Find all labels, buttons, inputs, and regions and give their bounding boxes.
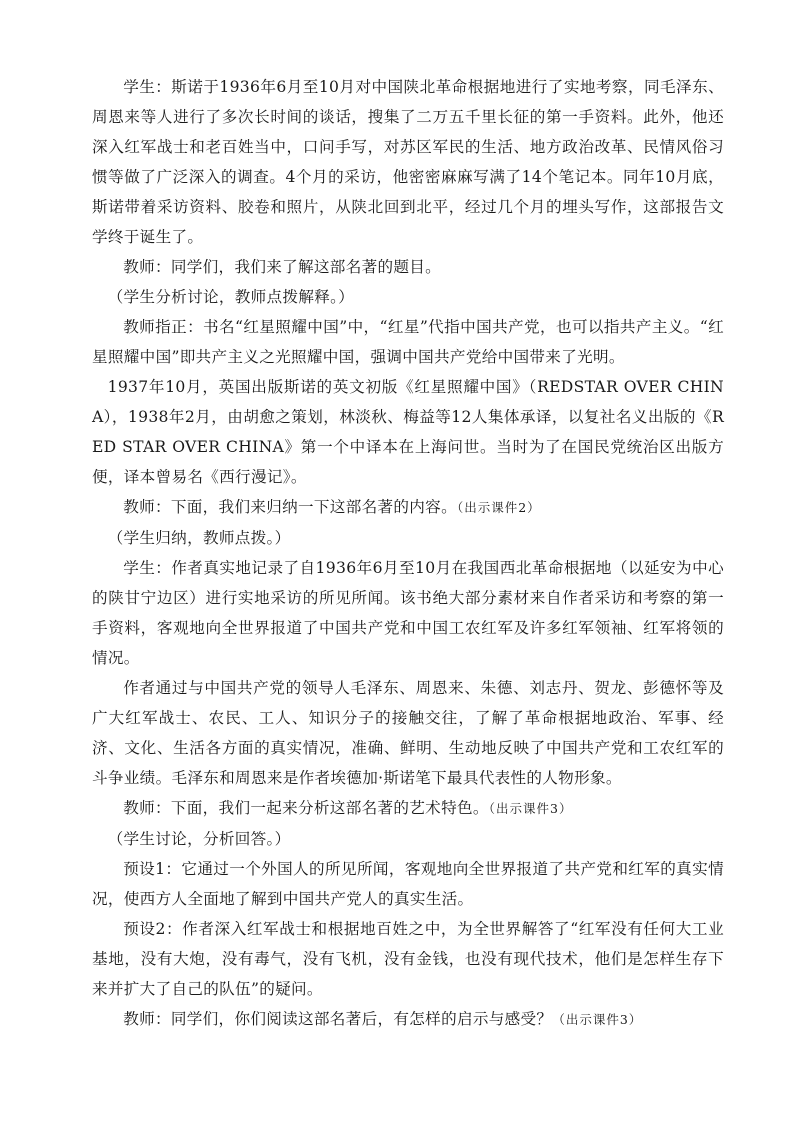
paragraph-teacher-art-prompt: [92, 793, 724, 824]
paragraph-main-text: 教师：同学们，你们阅读这部名著后，有怎样的启示与感受？: [123, 1010, 553, 1028]
paragraph-preset-2: 预设2：作者深入红军战士和根据地百姓之中，为全世界解答了“红军没有任何大工业基地，没有大炮，没有毒气，没有飞机，没有金钱，也没有现代技术，他们是怎样生存下来并扩大了自己的队伍”的疑问。: [92, 920, 724, 998]
paragraph-preset-1: 预设1：它通过一个外国人的所见所闻，客观地向全世界报道了共产党和红军的真实情况，使西方人全面地了解到中国共产党人的真实生活。: [92, 860, 724, 908]
paragraph-main-text: 教师：下面，我们一起来分析这部名著的艺术特色。: [123, 799, 489, 817]
courseware-note: （出示课件2）: [456, 500, 541, 515]
paragraph-main-text: 教师：下面，我们来归纳一下这部名著的内容。: [123, 498, 457, 516]
courseware-note: （出示课件3）: [488, 801, 573, 816]
document-body: [92, 72, 724, 1035]
paragraph-teacher-reflection-prompt: [92, 1004, 724, 1035]
paragraph-stage-direction-analysis: （学生讨论，分析回答。）: [107, 830, 291, 848]
paragraph-student-summary: 学生：作者真实地记录了自1936年6月至10月在我国西北革命根据地（以延安为中心的陕甘宁边区）进行实地采访的所见所闻。该书绝大部分素材来自作者采访和考察的第一手资料，客观地向全世界报道了中国共产党和中国工农红军及许多红军领袖、红军将领的情况。: [92, 559, 724, 667]
paragraph-teacher-title-prompt: 教师：同学们，我们来了解这部名著的题目。: [123, 258, 442, 276]
courseware-note: （出示课件3）: [552, 1012, 643, 1027]
paragraph-author-contacts: 作者通过与中国共产党的领导人毛泽东、周恩来、朱德、刘志丹、贺龙、彭德怀等及广大红军战士、农民、工人、知识分子的接触交往，了解了革命根据地政治、军事、经济、文化、生活各方面的真实情况，准确、鲜明、生动地反映了中国共产党和工农红军的斗争业绩。毛泽东和周恩来是作者埃德加·斯诺笔下最具代表性的人物形象。: [92, 679, 724, 787]
paragraph-teacher-correction: 教师指正：书名“红星照耀中国”中，“红星”代指中国共产党，也可以指共产主义。“红星照耀中国”即共产主义之光照耀中国，强调中国共产党给中国带来了光明。: [92, 318, 724, 366]
paragraph-teacher-content-prompt: [92, 492, 724, 523]
paragraph-publication-history: 1937年10月，英国出版斯诺的英文初版《红星照耀中国》（REDSTAR OVER CHINA），1938年2月，由胡愈之策划，林淡秋、梅益等12人集体承译，以复社名义出版的《RED STAR OVER CHINA》第一个中译本在上海问世。当时为了在国民党统治区出版方便，译本曾易名《西行漫记》。: [92, 378, 724, 486]
paragraph-stage-direction-summary: （学生归纳，教师点拨。）: [107, 529, 291, 547]
paragraph-stage-direction-discussion: （学生分析讨论，教师点拨解释。）: [107, 288, 355, 306]
paragraph-student-answer-background: 学生：斯诺于1936年6月至10月对中国陕北革命根据地进行了实地考察，同毛泽东、周恩来等人进行了多次长时间的谈话，搜集了二万五千里长征的第一手资料。此外，他还深入红军战士和老百姓当中，口问手写，对苏区军民的生活、地方政治改革、民情风俗习惯等做了广泛深入的调查。4个月的采访，他密密麻麻写满了14个笔记本。同年10月底，斯诺带着采访资料、胶卷和照片，从陕北回到北平，经过几个月的埋头写作，这部报告文学终于诞生了。: [92, 78, 724, 246]
